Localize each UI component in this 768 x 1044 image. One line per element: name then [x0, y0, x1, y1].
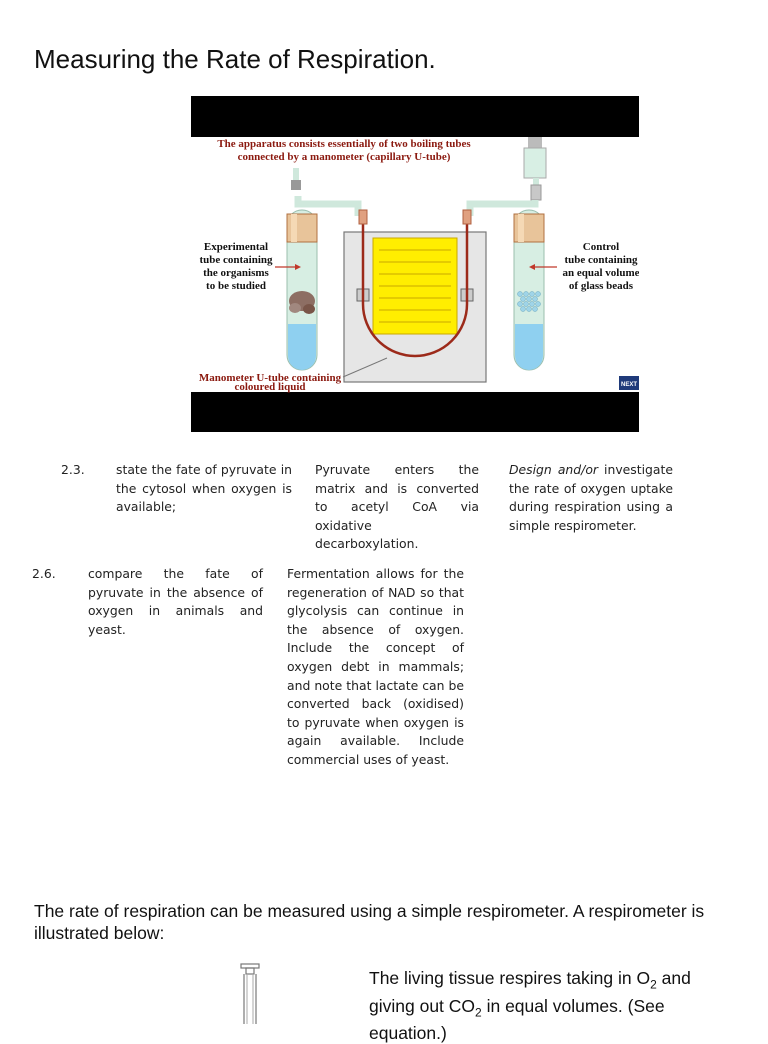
next-button-label: NEXT	[620, 382, 638, 388]
activity-italic: Design and/or	[509, 462, 598, 477]
bottom-black-bar	[191, 392, 639, 432]
resp-text-2: and giving out CO	[369, 968, 691, 1016]
syringe-drawing	[232, 960, 272, 1024]
syllabus-2-6-objective: compare the fate of pyruvate in the absence of oxygen in animals and yeast.	[88, 566, 263, 637]
experimental-clip	[291, 180, 301, 190]
respirometer-intro: The rate of respiration can be measured using a simple respirometer. A respirometer is illustrated below:	[34, 901, 705, 943]
page-title: Measuring the Rate of Respiration.	[34, 44, 436, 74]
respiration-explanation	[369, 968, 739, 1044]
experimental-label-4: to be studied	[206, 280, 266, 292]
control-clip	[531, 185, 541, 200]
syllabus-2-3-number: 2.3.	[61, 462, 85, 477]
control-label-2: tube containing	[564, 254, 638, 266]
respirometer-figure	[191, 96, 639, 432]
caption-top-line2: connected by a manometer (capillary U-tube)	[237, 151, 451, 163]
syllabus-2-6-number: 2.6.	[32, 566, 56, 581]
control-tap	[528, 137, 542, 149]
experimental-label-1: Experimental	[203, 241, 269, 253]
syllabus-2-6-explanation: Fermentation allows for the regeneration of NAD so that glycolysis can continue in the absence of oxygen. Include the concept of oxygen debt in mammals; and note that lactate can be converted back (oxidised) to pyruvate when oxygen is again available. Include commercial uses of yeast.	[287, 566, 464, 767]
syllabus-2-3-explanation: Pyruvate enters the matrix and is converted to acetyl CoA via oxidative decarboxylation.	[315, 462, 479, 552]
experimental-label-2: tube containing	[199, 254, 273, 266]
control-syringe	[524, 148, 546, 178]
syllabus-2-3-activity	[509, 461, 673, 535]
o2-subscript: 2	[650, 977, 657, 992]
control-label-3: an equal volume	[562, 267, 639, 279]
resp-text-3: in equal volumes. (See equation.)	[369, 995, 665, 1043]
control-label-1: Control	[582, 241, 620, 253]
experimental-label-3: the organisms	[203, 267, 269, 279]
resp-text-1: The living tissue respires taking in O	[369, 968, 651, 988]
co2-subscript: 2	[475, 1005, 482, 1019]
manometer-label-1: Manometer U-tube containing	[198, 372, 342, 384]
apparatus-diagram	[191, 96, 639, 432]
top-black-bar	[191, 96, 639, 137]
manometer-label-2: coloured liquid	[234, 381, 306, 393]
control-label-4: of glass beads	[568, 280, 634, 292]
syllabus-2-3-objective: state the fate of pyruvate in the cytosol when oxygen is available;	[116, 462, 292, 515]
caption-top-line1: The apparatus consists essentially of two boiling tubes	[217, 138, 471, 150]
activity-rest: investigate the rate of oxygen uptake during respiration using a simple respirometer.	[509, 462, 673, 533]
